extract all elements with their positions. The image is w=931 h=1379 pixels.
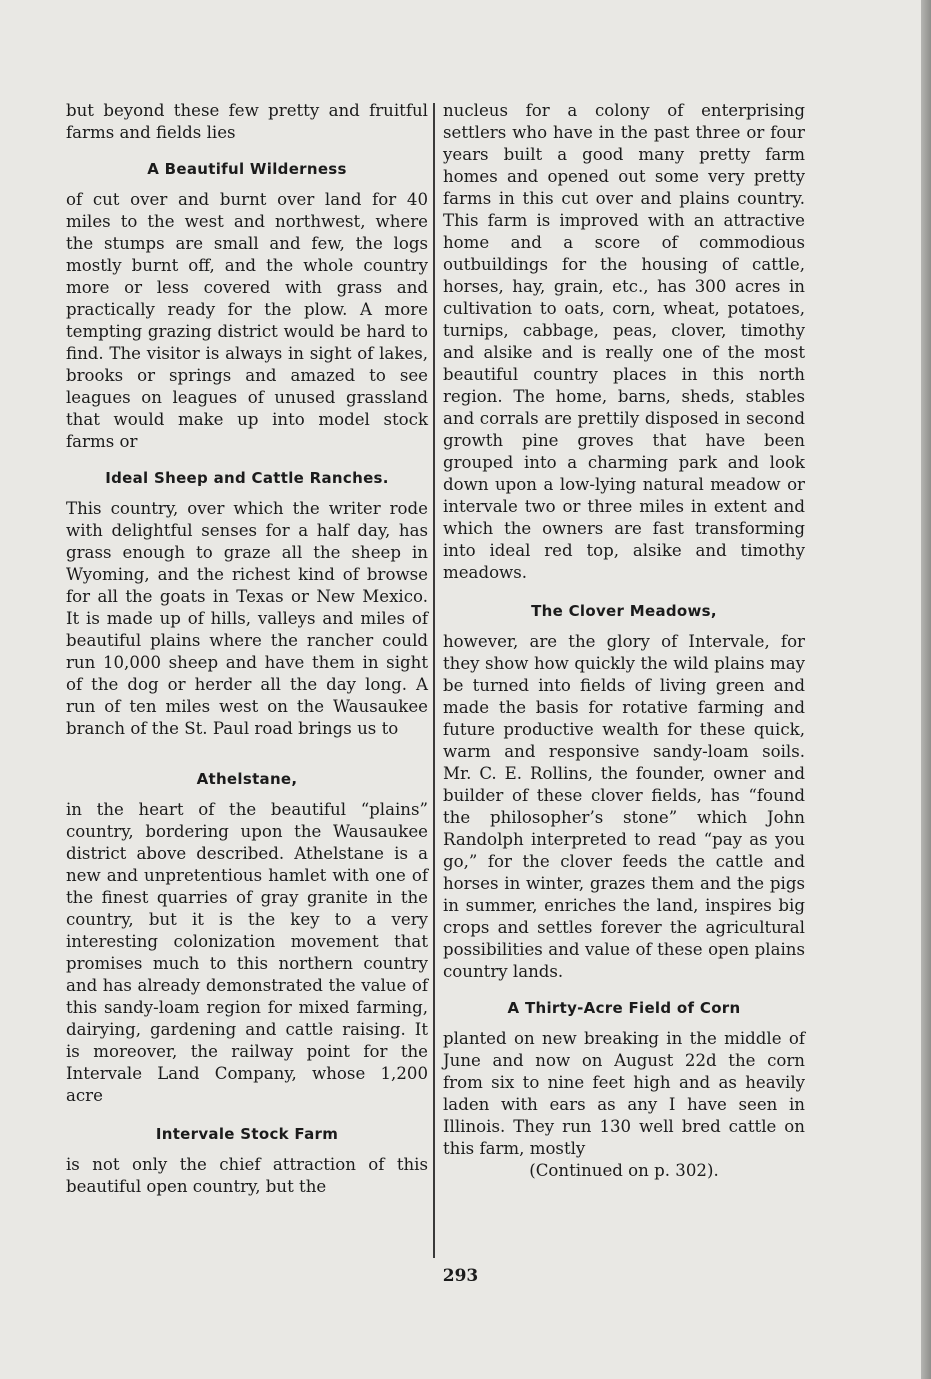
heading-thirty-acre-field: A Thirty-Acre Field of Corn: [507, 999, 741, 1017]
left-paragraph-5: is not only the chief attraction of this beautiful open country, but the: [66, 1155, 428, 1196]
heading-athelstane: Athelstane,: [196, 770, 298, 788]
heading-clover-meadows: The Clover Meadows,: [531, 602, 717, 620]
left-paragraph-4: in the heart of the beautiful “plains” country, bordering upon the Wausaukee district above described. Athelstane is a new and unpretentious hamlet with one of the finest quarries of gray granite in the country, but it is the key to a very interesting colonization movement that promises much to this northern country and has already demonstrated the value of this sandy-loam region for mixed farming, dairying, gardening and cattle raising. It is moreover, the railway point for the Intervale Land Company, whose 1,200 acre: [66, 800, 428, 1105]
heading-beautiful-wilderness: A Beautiful Wilderness: [147, 160, 347, 178]
continued-note: (Continued on p. 302).: [529, 1161, 719, 1180]
right-paragraph-1: nucleus for a colony of enterprising settlers who have in the past three or four years built a good many pretty farm homes and opened out some very pretty farms in this cut over and plains country. This farm is improved with an attractive home and a score of commodious outbuildings for the housing of cattle, horses, hay, grain, etc., has 300 acres in cultivation to oats, corn, wheat, potatoes, turnips, cabbage, peas, clover, timothy and alsike and is really one of the most beautiful country places in this north region. The home, barns, sheds, stables and corrals are prettily disposed in second growth pine groves that have been grouped into a charming park and look down upon a low-lying natural meadow or intervale two or three miles in extent and which the owners are fast transforming into ideal red top, alsike and timothy meadows.: [443, 101, 805, 582]
left-paragraph-3: This country, over which the writer rode with delightful senses for a half day, has grass enough to graze all the sheep in Wyoming, and the richest kind of browse for all the goats in Texas or New Mexico. It is made up of hills, valleys and miles of beautiful plains where the rancher could run 10,000 sheep and have them in sight of the dog or herder all the day long. A run of ten miles west on the Wausaukee branch of the St. Paul road brings us to: [66, 499, 428, 738]
right-column: [443, 100, 805, 1182]
page-number: 293: [442, 1266, 479, 1286]
page-edge: [921, 0, 931, 1379]
heading-ideal-sheep-cattle-ranches: Ideal Sheep and Cattle Ranches.: [105, 469, 389, 487]
left-paragraph-1: but beyond these few pretty and fruitful farms and fields lies: [66, 101, 428, 142]
right-paragraph-2: however, are the glory of Intervale, for they show how quickly the wild plains may be turned into fields of living green and made the basis for rotative farming and future productive wealth for these quick, warm and responsive sandy-loam soils. Mr. C. E. Rollins, the founder, owner and builder of these clover fields, has “found the philosopher’s stone” which John Randolph interpreted to read “pay as you go,” for the clover feeds the cattle and horses in winter, grazes them and the pigs in summer, enriches the land, inspires big crops and settles forever the agricultural possibilities and value of these open plains country lands.: [443, 632, 805, 981]
left-column: [66, 100, 428, 1198]
left-paragraph-2: of cut over and burnt over land for 40 miles to the west and northwest, where the stumps are small and few, the logs mostly burnt off, and the whole country more or less covered with grass and practically ready for the plow. A more tempting grazing district would be hard to find. The visitor is always in sight of lakes, brooks or springs and amazed to see leagues on leagues of unused grassland that would make up into model stock farms or: [66, 190, 428, 451]
right-paragraph-3: planted on new breaking in the middle of June and now on August 22d the corn from six to nine feet high and as heavily laden with ears as any I have seen in Illinois. They run 130 well bred cattle on this farm, mostly: [443, 1029, 805, 1158]
heading-intervale-stock-farm: Intervale Stock Farm: [155, 1125, 339, 1143]
column-divider: [433, 103, 435, 1258]
